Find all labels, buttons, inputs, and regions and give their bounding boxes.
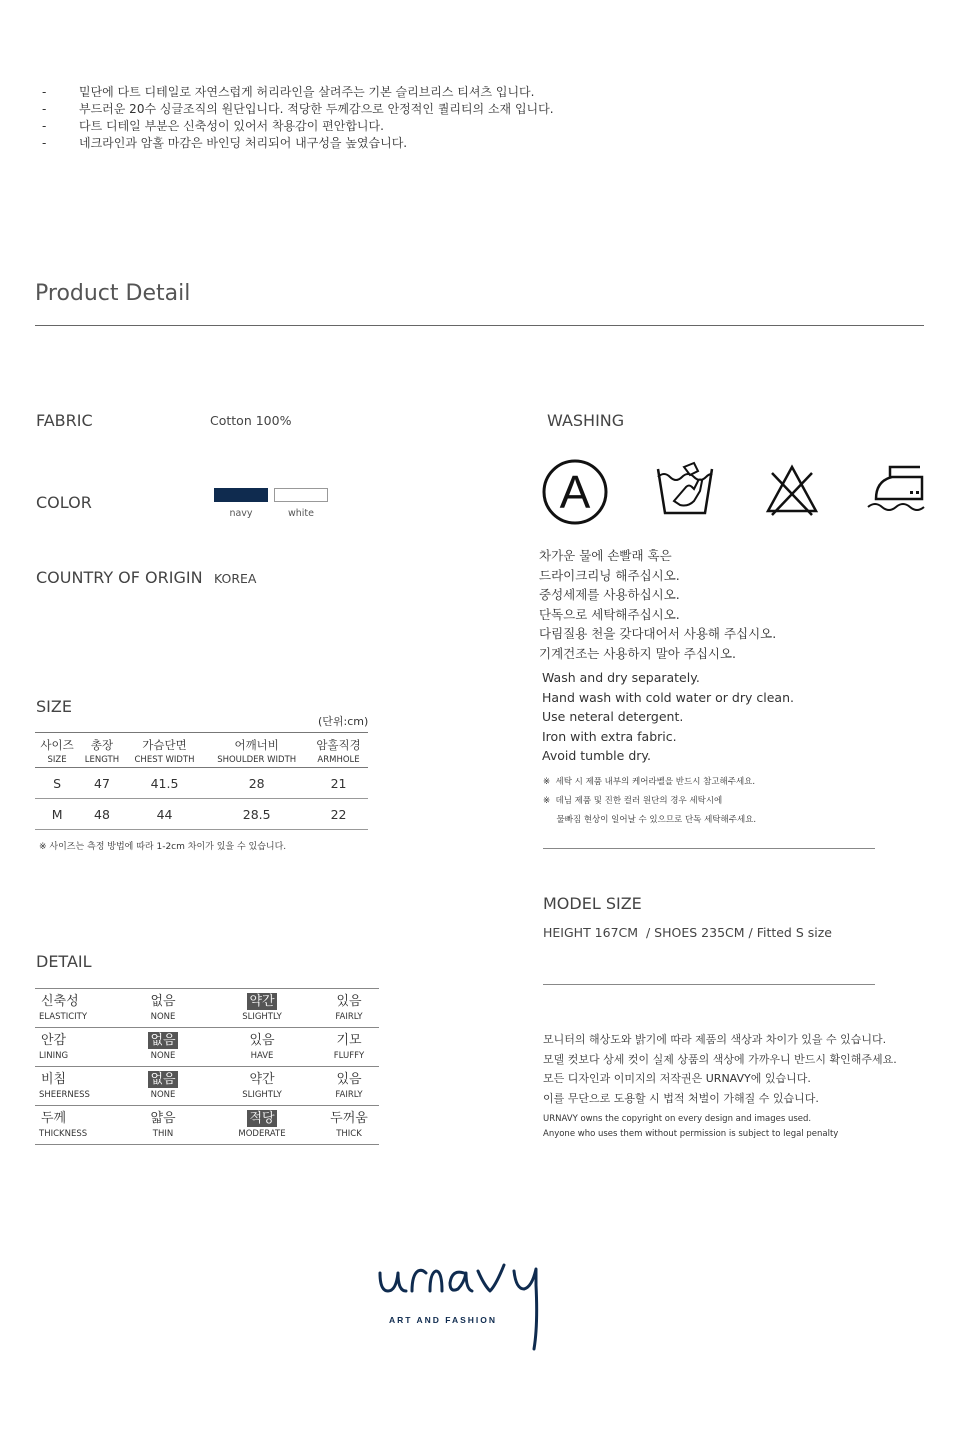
- selected-option: 약간: [249, 994, 275, 1009]
- washing-ko-instructions: 차가운 물에 손빨래 혹은 드라이크리닝 해주십시오. 중성세제를 사용하십시오. 단독으로 세탁해주십시오. 다림질용 천을 갖다대어서 사용해 주십시오. 기계건조는 사용하지 말아 주십시오.: [539, 548, 777, 661]
- selected-option: 없음: [150, 1033, 176, 1048]
- size-unit: (단위:cm): [318, 715, 369, 728]
- iron-icon: [866, 461, 928, 517]
- disclaimer-ko: 모니터의 해상도와 밝기에 따라 제품의 색상과 차이가 있을 수 있습니다. 모델 컷보다 상세 컷이 실제 상품의 색상에 가까우니 반드시 확인해주세요. 모든 디자인과 이미지의 저작권은 URNAVY에 있습니다. 이를 무단으로 도용할 시 법적 처벌이 가해질 수 있습니다.: [543, 1033, 897, 1105]
- model-size-label: MODEL SIZE: [543, 894, 642, 913]
- detail-row-lining: 안감 LINING 없음 NONE 있음 HAVE 기모 FLUFFY: [35, 1028, 379, 1067]
- no-bleach-icon: [764, 463, 820, 517]
- detail-row-sheerness: 비침 SHEERNESS 없음 NONE 약간 SLIGHTLY 있음 FAIRLY: [35, 1067, 379, 1106]
- intro-bullet: - 다트 디테일 부분은 신축성이 있어서 착용감이 편안합니다.: [42, 119, 384, 133]
- svg-text:A: A: [559, 466, 591, 518]
- detail-row-elasticity: 신축성 ELASTICITY 없음 NONE 약간 SLIGHTLY 있음 FAIRLY: [35, 988, 379, 1028]
- intro-bullet: - 밑단에 다트 디테일로 자연스럽게 허리라인을 살려주는 기본 슬리브리스 티셔츠 입니다.: [42, 85, 535, 99]
- intro-bullet: - 네크라인과 암홀 마감은 바인딩 처리되어 내구성을 높였습니다.: [42, 136, 408, 150]
- washing-label: WASHING: [547, 411, 625, 430]
- detail-label: DETAIL: [36, 952, 92, 971]
- divider: [35, 325, 924, 326]
- intro-bullet: - 부드러운 20수 싱글조직의 원단입니다. 적당한 두께감으로 안정적인 퀄리티의 소재 입니다.: [42, 102, 554, 116]
- swatch-label-white: white: [288, 508, 314, 519]
- divider: [543, 848, 875, 849]
- urnavy-logo: [372, 1245, 562, 1355]
- hand-wash-icon: [654, 461, 716, 519]
- size-label: SIZE: [36, 697, 72, 716]
- detail-row-thickness: 두께 THICKNESS 얇음 THIN 적당 MODERATE 두꺼움 THICK: [35, 1106, 379, 1145]
- logo-wordmark: [380, 1265, 537, 1349]
- washing-notes: ※ 세탁 시 제품 내부의 케어라벨을 반드시 참고해주세요. ※ 데님 제품 및 진한 컬러 원단의 경우 세탁시에 물빠짐 현상이 일어날 수 있으므로 단독 세탁해주세요.: [543, 777, 757, 825]
- intro-bullets: [42, 84, 554, 152]
- swatch-label-navy: navy: [229, 508, 253, 519]
- origin-value: KOREA: [214, 571, 257, 586]
- size-table: [35, 732, 368, 830]
- selected-option: 적당: [249, 1111, 275, 1126]
- fabric-label: FABRIC: [36, 411, 93, 430]
- product-detail-title: Product Detail: [35, 281, 191, 306]
- swatch-white: [274, 488, 328, 502]
- size-note: ※ 사이즈는 측정 방법에 따라 1-2cm 차이가 있을 수 있습니다.: [39, 842, 287, 852]
- selected-option: 없음: [150, 1072, 176, 1087]
- size-header-en: SIZE LENGTH CHEST WIDTH SHOULDER WIDTH ARMHOLE: [35, 753, 368, 768]
- size-header-ko: 사이즈 총장 가슴단면 어깨너비 암홀직경: [35, 733, 368, 754]
- washing-en-instructions: Wash and dry separately. Hand wash with cold water or dry clean. Use neteral detergent. Iron with extra fabric. Avoid tumble dry.: [542, 670, 794, 763]
- disclaimer-en: URNAVY owns the copyright on every design and images used. Anyone who uses them without permission is subject to legal penalty: [543, 1114, 839, 1139]
- logo-tagline: ART AND FASHION: [388, 1315, 498, 1325]
- model-size-value: HEIGHT 167CM / SHOES 235CM / Fitted S size: [543, 925, 832, 940]
- fabric-value: Cotton 100%: [210, 413, 292, 428]
- table-row: M 48 44 28.5 22: [35, 799, 368, 830]
- detail-grid: [35, 988, 379, 1145]
- swatch-navy: [214, 488, 268, 502]
- color-label: COLOR: [36, 493, 92, 512]
- origin-label: COUNTRY OF ORIGIN: [36, 568, 203, 587]
- dry-clean-a-icon: [541, 459, 611, 529]
- table-row: S 47 41.5 28 21: [35, 768, 368, 799]
- divider: [543, 984, 875, 985]
